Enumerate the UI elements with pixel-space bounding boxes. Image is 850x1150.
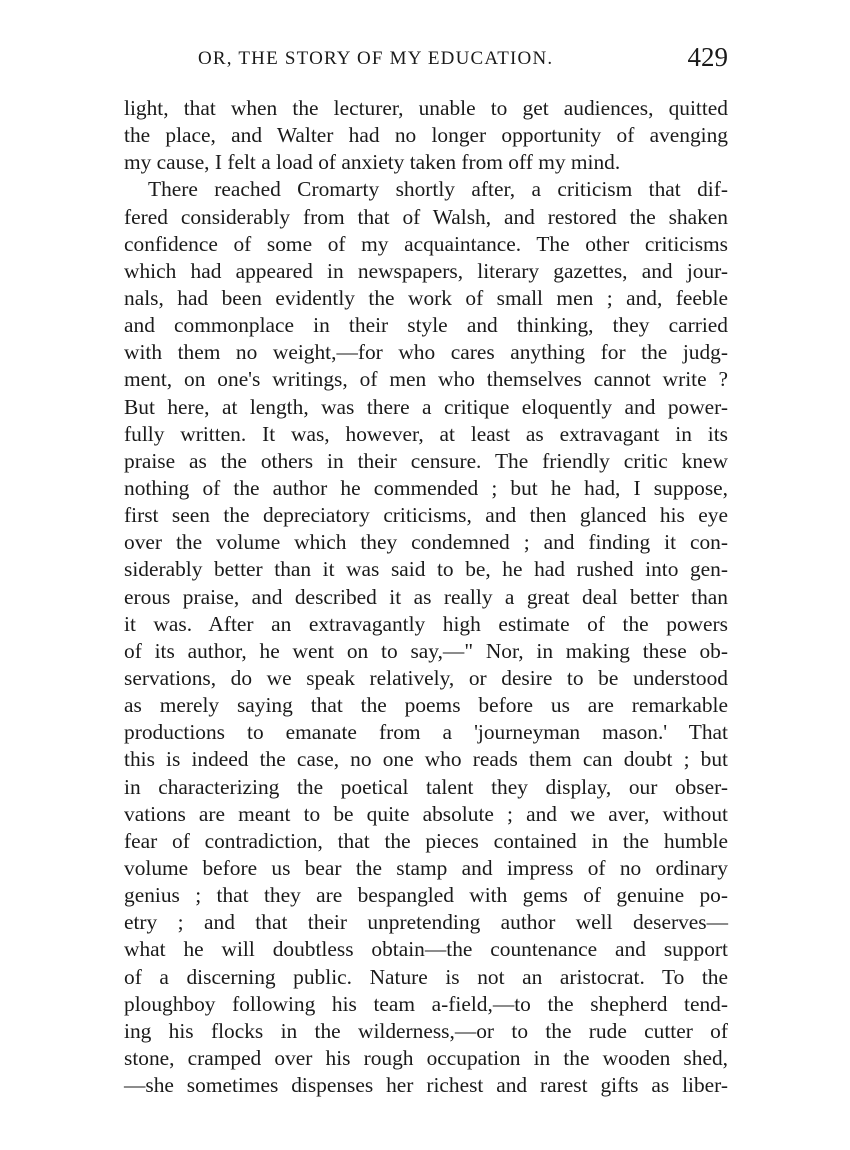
text-line: first seen the depreciatory criticisms, and then glanced his eye: [124, 503, 728, 528]
running-head: [124, 42, 728, 78]
text-line: over the volume which they condemned ; and finding it con-: [124, 530, 728, 555]
text-line: productions to emanate from a 'journeyman mason.' That: [124, 720, 728, 745]
text-line: confidence of some of my acquaintance. The other criticisms: [124, 231, 728, 256]
text-line: servations, do we speak relatively, or desire to be understood: [124, 665, 728, 690]
text-line: this is indeed the case, no one who reads them can doubt ; but: [124, 747, 728, 772]
text-line: praise as the others in their censure. The friendly critic knew: [124, 448, 728, 473]
text-line: There reached Cromarty shortly after, a criticism that dif-: [148, 177, 728, 202]
text-line: ment, on one's writings, of men who themselves cannot write ?: [124, 367, 728, 392]
text-line: of a discerning public. Nature is not an aristocrat. To the: [124, 964, 728, 989]
text-line: nals, had been evidently the work of small men ; and, feeble: [124, 285, 728, 310]
text-line: stone, cramped over his rough occupation in the wooden shed,: [124, 1045, 728, 1070]
text-line: fully written. It was, however, at least as extravagant in its: [124, 421, 728, 446]
text-line: etry ; and that their unpretending author well deserves—: [124, 910, 728, 935]
text-line: the place, and Walter had no longer opportunity of avenging: [124, 123, 728, 148]
text-line: light, that when the lecturer, unable to get audiences, quitted: [124, 96, 728, 120]
text-line: and commonplace in their style and thinking, they carried: [124, 313, 728, 338]
text-line: as merely saying that the poems before us are remarkable: [124, 693, 728, 718]
running-title: OR, THE STORY OF MY EDUCATION.: [198, 48, 554, 69]
text-line: fered considerably from that of Walsh, and restored the shaken: [124, 204, 728, 229]
text-line: genius ; that they are bespangled with gems of genuine po-: [124, 883, 728, 908]
text-line: with them no weight,—for who cares anything for the judg-: [124, 340, 728, 365]
text-line: my cause, I felt a load of anxiety taken from off my mind.: [124, 150, 621, 175]
text-line: erous praise, and described it as really a great deal better than: [124, 584, 728, 609]
text-line: ploughboy following his team a-field,—to the shepherd tend-: [124, 991, 728, 1016]
text-line: which had appeared in newspapers, literary gazettes, and jour-: [124, 258, 728, 283]
text-line: what he will doubtless obtain—the countenance and support: [124, 937, 728, 962]
text-line: of its author, he went on to say,—" Nor, in making these ob-: [124, 638, 728, 663]
body-text: [124, 95, 728, 1099]
page-number: 429: [687, 42, 728, 72]
text-line: —she sometimes dispenses her richest and rarest gifts as liber-: [124, 1073, 728, 1098]
text-line: volume before us bear the stamp and impress of no ordinary: [124, 855, 728, 880]
text-line: vations are meant to be quite absolute ; and we aver, without: [124, 801, 728, 826]
text-line: in characterizing the poetical talent they display, our obser-: [124, 774, 728, 799]
text-line: But here, at length, was there a critique eloquently and power-: [124, 394, 728, 419]
text-line: siderably better than it was said to be, he had rushed into gen-: [124, 557, 728, 582]
text-line: it was. After an extravagantly high estimate of the powers: [124, 611, 728, 636]
text-line: nothing of the author he commended ; but he had, I suppose,: [124, 475, 728, 500]
text-line: ing his flocks in the wilderness,—or to the rude cutter of: [124, 1018, 728, 1043]
text-line: fear of contradiction, that the pieces contained in the humble: [124, 828, 728, 853]
